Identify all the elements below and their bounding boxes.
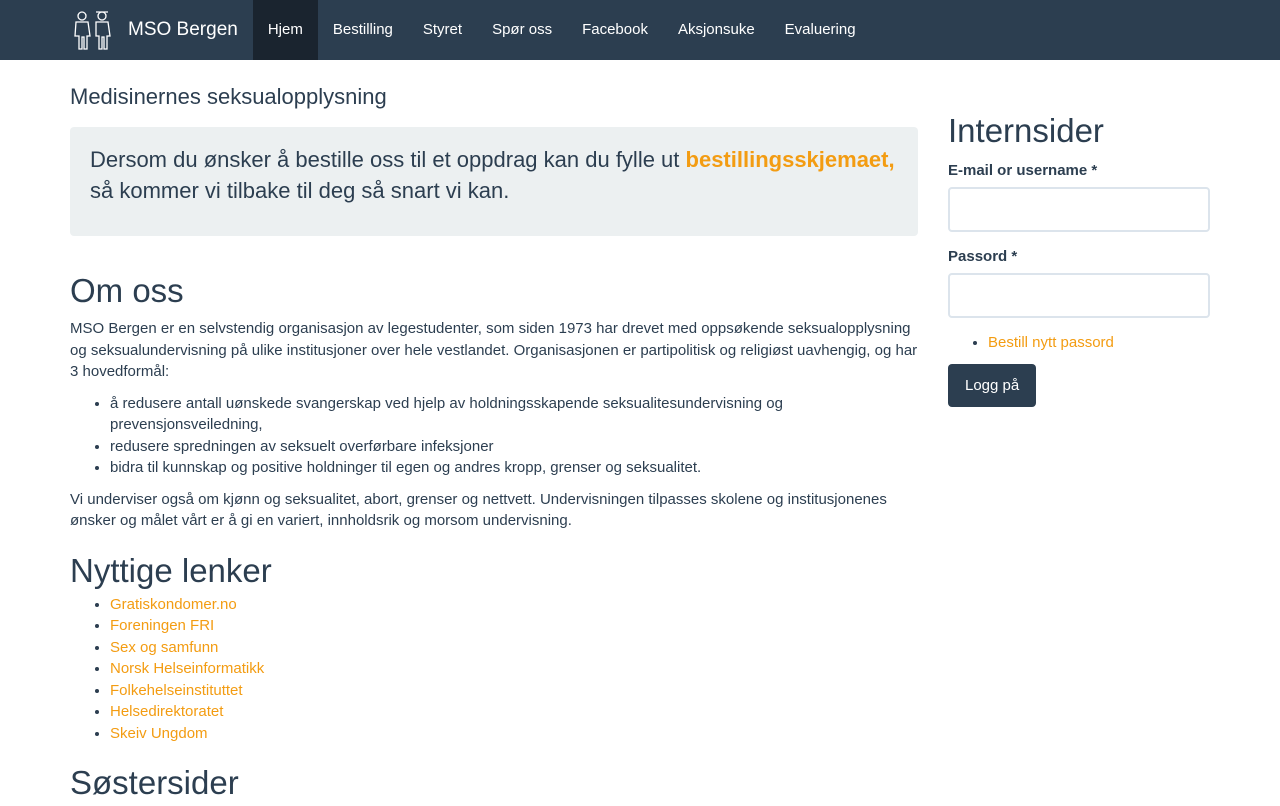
nav-bestilling[interactable]: Bestilling [332, 21, 393, 38]
nav-spor-oss[interactable]: Spør oss [492, 21, 553, 38]
logo-icon [70, 9, 114, 51]
link-helsedirektoratet[interactable]: Helsedirektoratet [110, 703, 224, 720]
link-gratiskondomer[interactable]: Gratiskondomer.no [110, 595, 237, 613]
link-skeiv-ungdom[interactable]: Skeiv Ungdom [110, 724, 208, 742]
nav-evaluering[interactable]: Evaluering [784, 21, 856, 38]
login-sidebar [948, 60, 1210, 806]
brand-link[interactable] [70, 9, 238, 51]
username-input[interactable] [948, 187, 1210, 232]
navbar [0, 0, 1280, 60]
about-intro: MSO Bergen er en selvstendig organisasjon av legestudenter, som siden 1973 har drevet med oppsøkende seksualopplysning og seksualundervisning på ulike institusjoner over hele vestlandet. Organisasjonen er partipolitisk og religiøst uavhengig, og har 3 hovedformål: [70, 320, 918, 380]
order-form-link[interactable]: bestillingsskjemaet, [685, 147, 895, 172]
sidebar-title: Internsider [948, 112, 1104, 149]
username-label: E-mail or username * [948, 162, 1098, 179]
sister-heading: Søstersider [70, 764, 239, 801]
brand-name: MSO Bergen [128, 19, 238, 40]
link-sex-og-samfunn[interactable]: Sex og samfunn [110, 638, 219, 656]
callout-text: Dersom du ønsker å bestille oss til et oppdrag kan du fylle ut [90, 147, 686, 172]
login-button[interactable]: Logg på [948, 364, 1036, 407]
about-heading: Om oss [70, 272, 184, 309]
nav-aksjonsuke[interactable]: Aksjonsuke [677, 21, 755, 38]
nav-facebook[interactable]: Facebook [582, 21, 648, 38]
callout-text-2: så kommer vi tilbake til deg så snart vi kan. [90, 178, 510, 203]
link-fri[interactable]: Foreningen FRI [110, 617, 215, 634]
reset-password-link[interactable]: Bestill nytt passord [988, 334, 1114, 351]
password-label: Passord * [948, 248, 1018, 265]
main-content [70, 60, 918, 806]
nav-hjem[interactable]: Hjem [253, 0, 318, 60]
order-callout [70, 127, 918, 236]
nav-styret[interactable]: Styret [422, 21, 463, 38]
about-outro: Vi underviser også om kjønn og seksualitet, abort, grenser og nettvett. Undervisningen tilpasses skolene og institusjonenes ønsker og målet vårt er å gi en variert, innholdsrik og morsom undervisning. [70, 490, 887, 529]
list-item: • bidra til kunnskap og positive holdninger til egen og andres kropp, grenser og seksualitet. [110, 457, 918, 479]
link-fhi[interactable]: Folkehelseinstituttet [110, 681, 243, 699]
goals-list [110, 393, 918, 479]
links-heading: Nyttige lenker [70, 551, 272, 589]
list-item: • redusere spredningen av seksuelt overførbare infeksjoner [110, 436, 918, 458]
links-list [110, 594, 918, 745]
link-nhi[interactable]: Norsk Helseinformatikk [110, 660, 265, 677]
list-item: • å redusere antall uønskede svangerskap ved hjelp av holdningsskapende seksualitesundervisning og prevensjonsveiledning, [110, 393, 918, 436]
password-input[interactable] [948, 273, 1210, 318]
site-subtitle: Medisinernes seksualopplysning [70, 84, 387, 109]
